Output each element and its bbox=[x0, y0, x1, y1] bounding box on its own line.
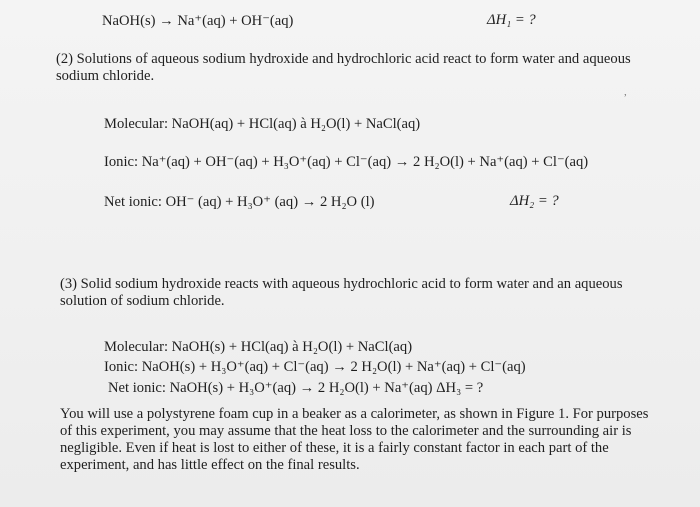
section-2-net-ionic: Net ionic: OH⁻ (aq) + H₃O⁺ (aq) → 2 H₂O (l) bbox=[104, 194, 375, 210]
section-2-molecular: Molecular: NaOH(aq) + HCl(aq) à H₂O(l) + NaCl(aq) bbox=[104, 116, 421, 132]
section-3-ionic: Ionic: NaOH(s) + H₃O⁺(aq) + Cl⁻(aq) → 2 H₂O(l) + Na⁺(aq) + Cl⁻(aq) bbox=[104, 359, 526, 375]
closing-paragraph: You will use a polystyrene foam cup in a beaker as a calorimeter, as shown in Figure 1. For purposes of this experiment, you may assume that the heat loss to the calorimeter and the surrounding air is negligible. Even if heat is lost to either of these, it is a fairly constant factor in each part of the experiment, and has little effect on the final results. bbox=[60, 406, 649, 473]
equation-1: NaOH(s) → Na⁺(aq) + OH⁻(aq) bbox=[102, 13, 294, 29]
section-3-intro: (3) Solid sodium hydroxide reacts with aqueous hydrochloric acid to form water and an aqueous solution of sodium chloride. bbox=[60, 276, 623, 309]
section-2-ionic: Ionic: Na⁺(aq) + OH⁻(aq) + H₃O⁺(aq) + Cl⁻(aq) → 2 H₂O(l) + Na⁺(aq) + Cl⁻(aq) bbox=[104, 154, 589, 170]
section-2-intro: (2) Solutions of aqueous sodium hydroxide and hydrochloric acid react to form water and aqueous sodium chloride. bbox=[56, 51, 631, 84]
delta-h-1: ΔH₁ = ? bbox=[487, 12, 536, 28]
section-3-net-ionic: Net ionic: NaOH(s) + H₃O⁺(aq) → 2 H₂O(l) + Na⁺(aq) ΔH₃ = ? bbox=[108, 380, 484, 396]
stray-mark: , bbox=[624, 86, 627, 98]
delta-h-2: ΔH₂ = ? bbox=[510, 193, 559, 209]
section-3-molecular: Molecular: NaOH(s) + HCl(aq) à H₂O(l) + NaCl(aq) bbox=[104, 339, 413, 355]
